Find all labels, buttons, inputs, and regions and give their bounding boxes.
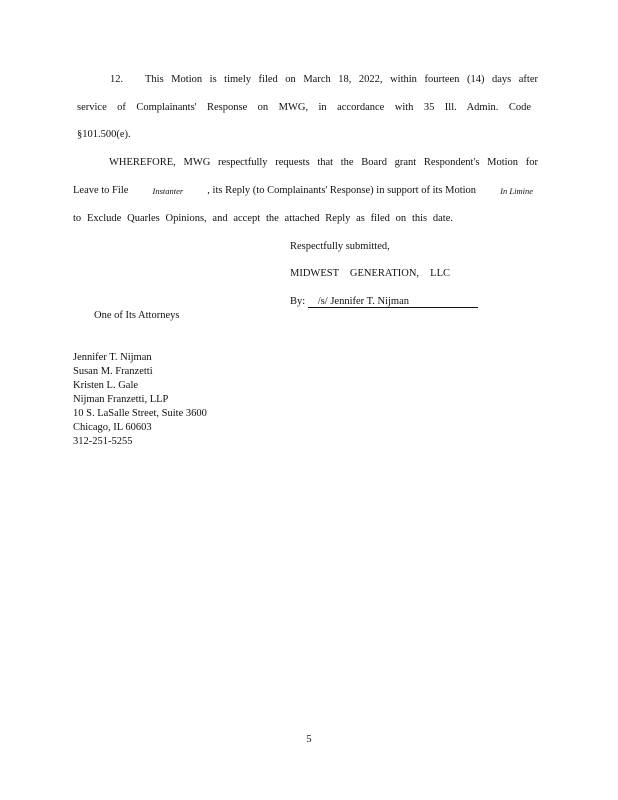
paragraph-number: 12. [110,74,124,85]
party-name: MIDWEST GENERATION, LLC [290,268,450,279]
attorney-line: Jennifer T. Nijman [73,352,152,363]
wherefore-line-3: to Exclude Quarles Opinions, and accept the attached Reply as filed on this date. [73,213,453,224]
attorney-role: One of Its Attorneys [94,310,180,321]
firm-phone: 312-251-5255 [73,436,133,447]
firm-city: Chicago, IL 60603 [73,422,152,433]
paragraph-12-line-1: This Motion is timely filed on March 18, 2022, within fourteen (14) days after [145,74,538,85]
wherefore-line-1: WHEREFORE, MWG respectfully requests that the Board grant Respondent's Motion for [109,157,538,168]
attorney-line: Susan M. Franzetti [73,366,153,377]
wherefore-line-2-start: Leave to File [73,185,129,196]
page-number: 5 [306,734,312,745]
firm-address: 10 S. LaSalle Street, Suite 3600 [73,408,207,419]
in-limine-term: In Limine [500,186,533,196]
closing-text: Respectfully submitted, [290,241,390,252]
paragraph-12-line-3: §101.500(e). [77,129,131,140]
wherefore-line-2 [73,185,533,196]
instanter-term: Instanter [152,186,184,196]
signature-line [290,296,478,308]
by-label: By: [290,296,306,307]
paragraph-12-line-2: service of Complainants' Response on MWG, in accordance with 35 Ill. Admin. Code [77,102,531,113]
signature-text: /s/ Jennifer T. Nijman [308,296,478,308]
firm-name: Nijman Franzetti, LLP [73,394,169,405]
attorney-line: Kristen L. Gale [73,380,139,391]
wherefore-line-2-middle: , its Reply (to Complainants' Response) in support of its Motion [207,185,477,196]
